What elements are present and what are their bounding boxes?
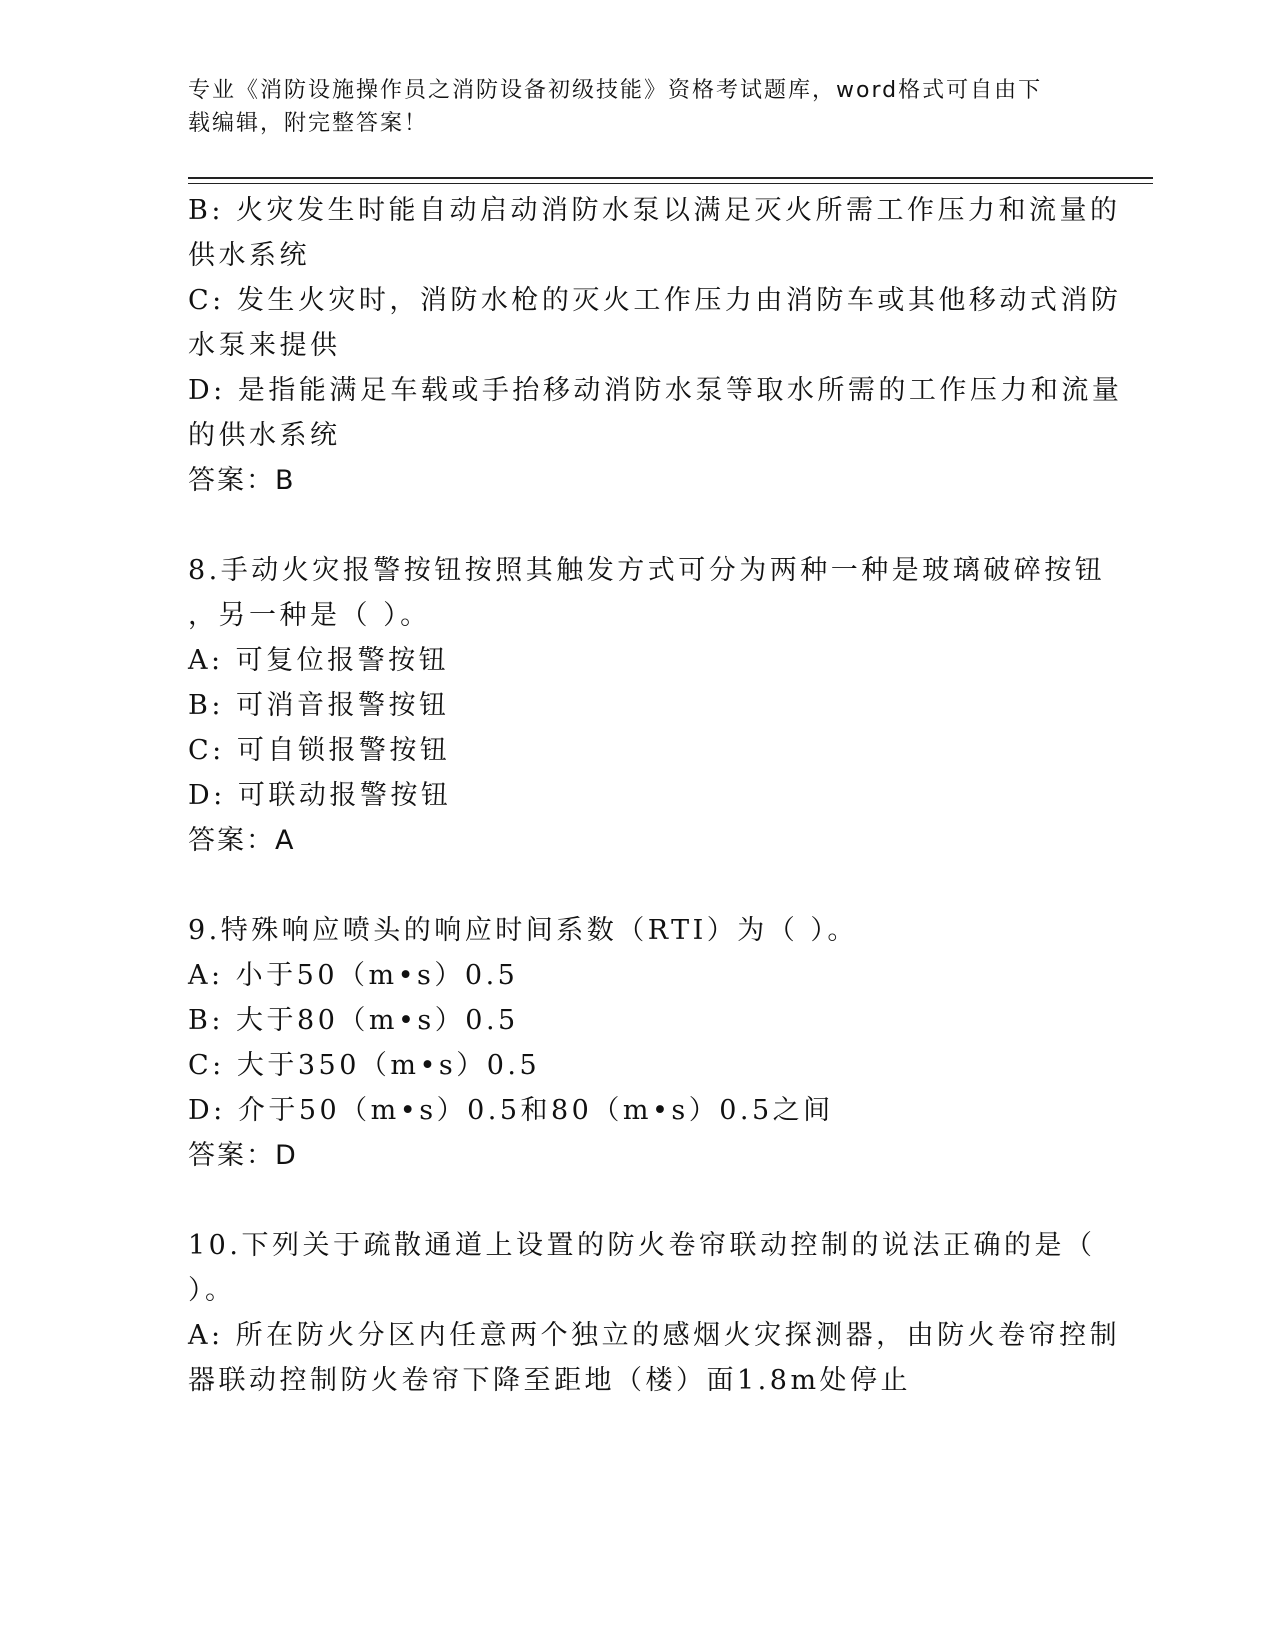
question-stem-line-1: 8.手动火灾报警按钮按照其触发方式可分为两种一种是玻璃破碎按钮 (188, 555, 1106, 586)
question-8 (188, 548, 1106, 863)
header-rule-thin (188, 183, 1153, 184)
spacer (188, 863, 1068, 908)
option-b-line-2: 供水系统 (188, 240, 310, 271)
question-stem-line-2: ，另一种是（ ）。 (188, 600, 431, 631)
question-10 (188, 1223, 1121, 1403)
spacer (188, 503, 1068, 548)
spacer (188, 1178, 1068, 1223)
option-d: D: 介于50（m•s）0.5和80（m•s）0.5之间 (188, 1095, 834, 1126)
option-a-line-1: A: 所在防火分区内任意两个独立的感烟火灾探测器，由防火卷帘控制 (188, 1320, 1121, 1351)
question-stem: 9.特殊响应喷头的响应时间系数（RTI）为（ ）。 (188, 915, 858, 946)
answer-line: 答案：D (188, 1140, 298, 1171)
option-a-line-2: 器联动控制防火卷帘下降至距地（楼）面1.8m处停止 (188, 1365, 912, 1396)
option-c: C: 大于350（m•s）0.5 (188, 1050, 541, 1081)
question-stem-line-2: ）。 (188, 1275, 236, 1306)
answer-line: 答案：B (188, 465, 296, 496)
option-d: D: 可联动报警按钮 (188, 780, 452, 811)
document-header (188, 74, 1068, 140)
option-b: B: 可消音报警按钮 (188, 690, 450, 721)
question-7-options (188, 188, 1123, 503)
question-9 (188, 908, 1068, 1178)
option-a: A: 小于50（m•s）0.5 (188, 960, 519, 991)
header-line-1: 专业《消防设施操作员之消防设备初级技能》资格考试题库，word格式可自由下 (188, 78, 1043, 103)
option-c-line-2: 水泵来提供 (188, 330, 341, 361)
header-rule-thick (188, 177, 1153, 179)
option-d-line-2: 的供水系统 (188, 420, 341, 451)
option-d-line-1: D: 是指能满足车载或手抬移动消防水泵等取水所需的工作压力和流量 (188, 375, 1123, 406)
option-b: B: 大于80（m•s）0.5 (188, 1005, 519, 1036)
option-b-line-1: B: 火灾发生时能自动启动消防水泵以满足灭火所需工作压力和流量的 (188, 195, 1121, 226)
answer-line: 答案：A (188, 825, 296, 856)
option-c: C: 可自锁报警按钮 (188, 735, 451, 766)
question-stem-line-1: 10.下列关于疏散通道上设置的防火卷帘联动控制的说法正确的是（ (188, 1230, 1096, 1261)
question-content (188, 188, 1123, 1403)
option-c-line-1: C: 发生火灾时，消防水枪的灭火工作压力由消防车或其他移动式消防 (188, 285, 1122, 316)
option-a: A: 可复位报警按钮 (188, 645, 450, 676)
header-line-2: 载编辑，附完整答案！ (188, 111, 429, 136)
